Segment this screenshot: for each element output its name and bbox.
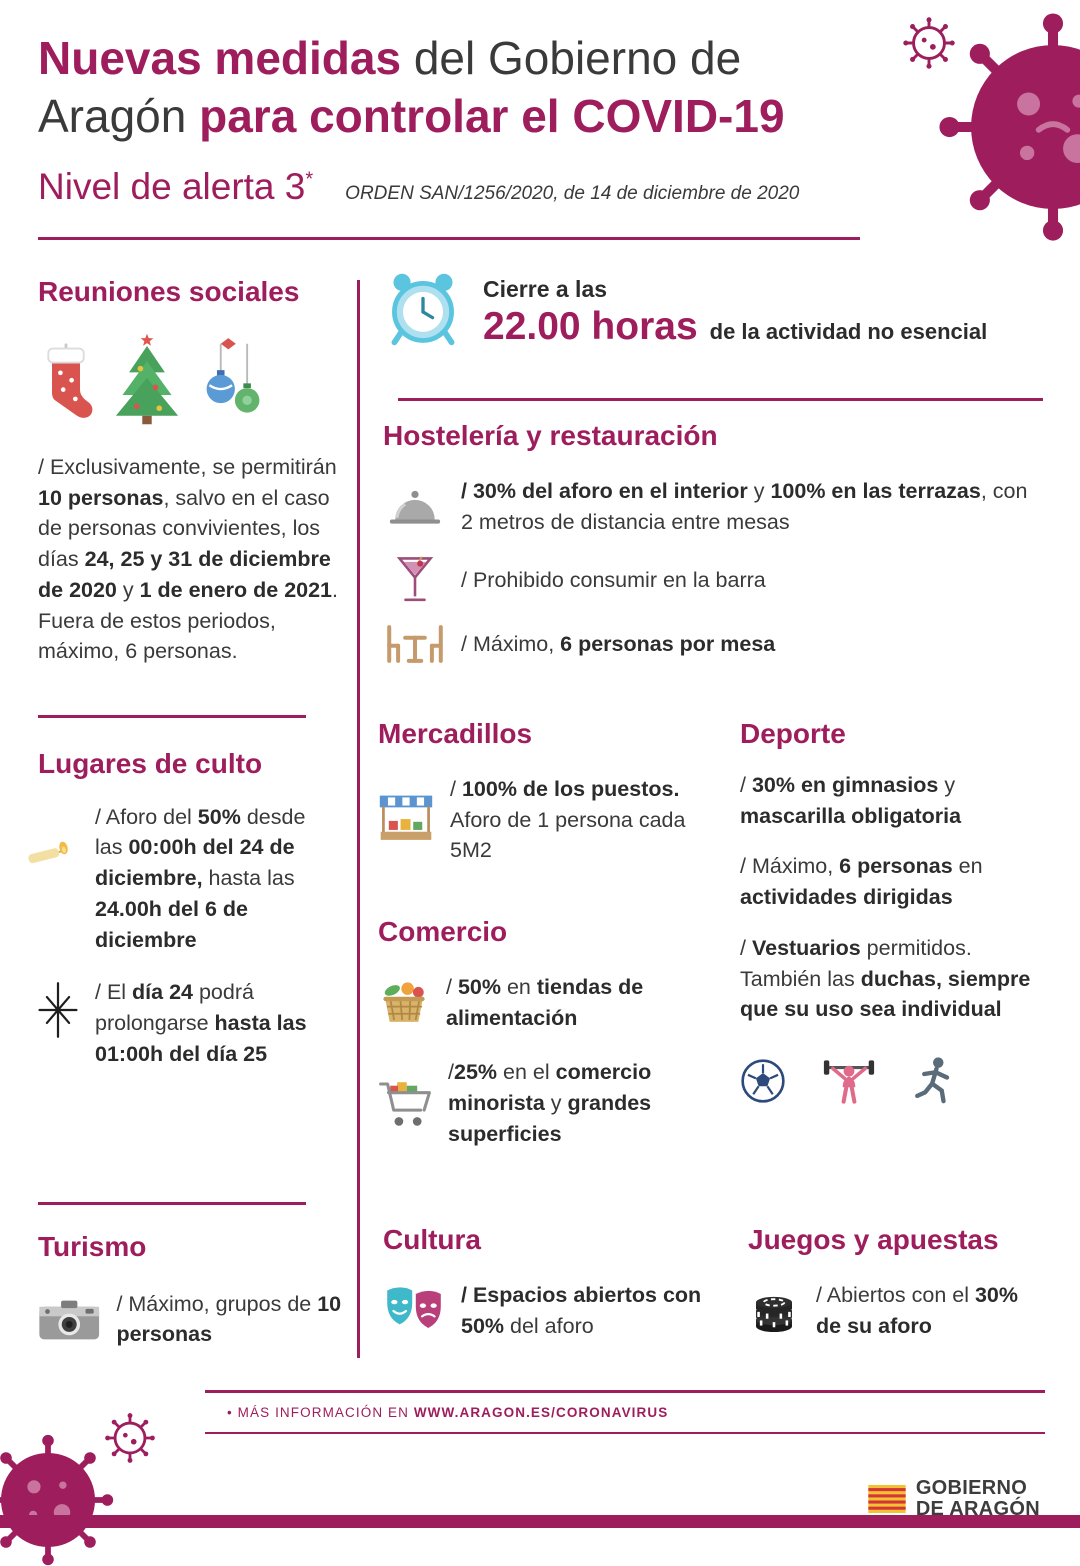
running-icon [912, 1055, 954, 1107]
logo-line1: GOBIERNO [915, 1477, 1028, 1499]
mercadillos-text: / 100% de los puestos. Aforo de 1 persona cada 5M2 [450, 777, 686, 863]
theater-masks-icon [383, 1286, 445, 1336]
hosteleria-item [383, 476, 1043, 537]
deporte-item-text: / 30% en gimnasios y mascarilla obligatoria [740, 773, 962, 828]
sport-icons-row [740, 1055, 1048, 1107]
alert-level [38, 166, 313, 208]
coronavirus-icon [938, 12, 1080, 242]
comercio-item [378, 1057, 710, 1149]
hosteleria-item [383, 555, 1043, 605]
section-divider [38, 715, 306, 718]
star-icon [34, 981, 82, 1044]
culto-title: Lugares de culto [38, 747, 263, 779]
vertical-divider [357, 280, 360, 1358]
header-divider [38, 237, 860, 240]
cocktail-icon [383, 555, 447, 605]
closing-tail: de la actividad no esencial [709, 319, 988, 344]
closing-line2 [483, 305, 987, 349]
logo-text [916, 1478, 1040, 1520]
page-title-line2: Aragón para controlar el COVID-19 [38, 89, 785, 142]
culto-item [38, 802, 338, 956]
deporte-item-text: / Máximo, 6 personas en actividades dirigidas [740, 854, 983, 910]
closing-time-banner [383, 270, 1045, 350]
poker-chips-icon [748, 1287, 800, 1335]
section-deporte [740, 718, 1048, 1107]
closing-text [483, 270, 987, 349]
coronavirus-icon [0, 1434, 114, 1566]
section-cultura [383, 1224, 728, 1341]
hosteleria-items [383, 476, 1043, 665]
cultura-row [383, 1280, 728, 1341]
virus-decoration-top-right [865, 0, 1080, 255]
section-comercio [378, 916, 710, 1150]
deporte-item-text: / Vestuarios permitidos. También las duchas, siempre que su uso sea individual [740, 935, 1031, 1022]
closing-time: 22.00 horas [483, 305, 698, 348]
juegos-row [748, 1280, 1048, 1341]
hosteleria-item [383, 623, 1043, 665]
comercio-item-text: / 50% en tiendas de alimentación [446, 975, 644, 1030]
section-divider [398, 398, 1043, 401]
mercadillos-row [378, 774, 710, 866]
comercio-title: Comercio [378, 916, 508, 947]
alert-level-text: Nivel de alerta 3 [38, 166, 306, 207]
logo-line2: DE ARAGÓN [915, 1498, 1040, 1520]
reuniones-text: / Exclusivamente, se permitirán 10 personas, salvo en el caso de personas convivientes, los días 24, 25 y 31 de diciembre de 2020 y 1 de enero de 2021. Fuera de estos periodos, máximo, 6 personas. [38, 455, 339, 664]
reuniones-title: Reuniones sociales [38, 276, 300, 307]
turismo-title: Turismo [38, 1230, 147, 1262]
candle-icon [22, 830, 74, 877]
shopping-cart-icon [378, 1078, 432, 1130]
cloche-icon [383, 487, 447, 527]
closing-intro: Cierre a las [483, 276, 608, 302]
aragon-flag-icon [868, 1485, 906, 1513]
juegos-title: Juegos y apuestas [748, 1224, 999, 1255]
alert-asterisk: * [305, 168, 314, 191]
baubles-icon [200, 336, 266, 426]
section-mercadillos [378, 718, 710, 866]
footer-info [205, 1390, 1045, 1434]
footer-divider-bottom [205, 1432, 1045, 1435]
order-reference: ORDEN SAN/1256/2020, de 14 de diciembre de 2020 [345, 183, 800, 204]
culto-item [38, 977, 338, 1069]
alarm-clock-icon [383, 270, 463, 350]
food-basket-icon [378, 977, 430, 1029]
gobierno-aragon-logo [868, 1478, 1040, 1520]
juegos-text: / Abiertos con el 30% de su aforo [816, 1283, 1018, 1338]
virus-decoration-bottom-left [0, 1398, 230, 1528]
section-juegos-apuestas [748, 1224, 1048, 1341]
camera-icon [38, 1289, 100, 1349]
culto-item-text: / El día 24 podrá prolongarse hasta las 01:00h del día 25 [95, 980, 307, 1066]
turismo-text: / Máximo, grupos de 10 personas [116, 1291, 342, 1347]
cultura-title: Cultura [383, 1224, 481, 1255]
deporte-title: Deporte [740, 718, 846, 749]
section-hosteleria [383, 420, 1043, 665]
hosteleria-item-text: / 30% del aforo en el interior y 100% en las terrazas, con 2 metros de distancia entre mesas [461, 479, 1028, 534]
hosteleria-title: Hostelería y restauración [383, 420, 718, 451]
soccer-ball-icon [740, 1058, 786, 1104]
section-divider [38, 1202, 306, 1205]
alert-level-row [38, 166, 799, 208]
market-stall-icon [378, 792, 434, 848]
hosteleria-item-text: / Prohibido consumir en la barra [461, 568, 766, 593]
page-title-line1: Nuevas medidas del Gobierno de [38, 32, 742, 84]
mercadillos-title: Mercadillos [378, 718, 533, 749]
weightlifting-icon [822, 1055, 876, 1107]
table-chairs-icon [383, 623, 447, 665]
hosteleria-item-text: / Máximo, 6 personas por mesa [461, 632, 776, 657]
christmas-icons-row [38, 330, 338, 426]
turismo-row [38, 1289, 348, 1350]
cultura-text: / Espacios abiertos con 50% del aforo [461, 1283, 702, 1338]
comercio-item-text: /25% en el comercio minorista y grandes superficies [448, 1060, 652, 1146]
christmas-stocking-icon [38, 342, 94, 426]
culto-item-text: / Aforo del 50% desde las 00:00h del 24 de diciembre, hasta las 24.00h del 6 de diciembre [95, 804, 306, 952]
christmas-tree-icon [114, 332, 180, 426]
page-title [38, 30, 888, 145]
footer-more-info: • MÁS INFORMACIÓN EN WWW.ARAGON.ES/CORONAVIRUS [227, 1404, 669, 1420]
section-reuniones-sociales [38, 276, 338, 1070]
section-turismo [38, 1202, 348, 1350]
comercio-item [378, 972, 710, 1033]
